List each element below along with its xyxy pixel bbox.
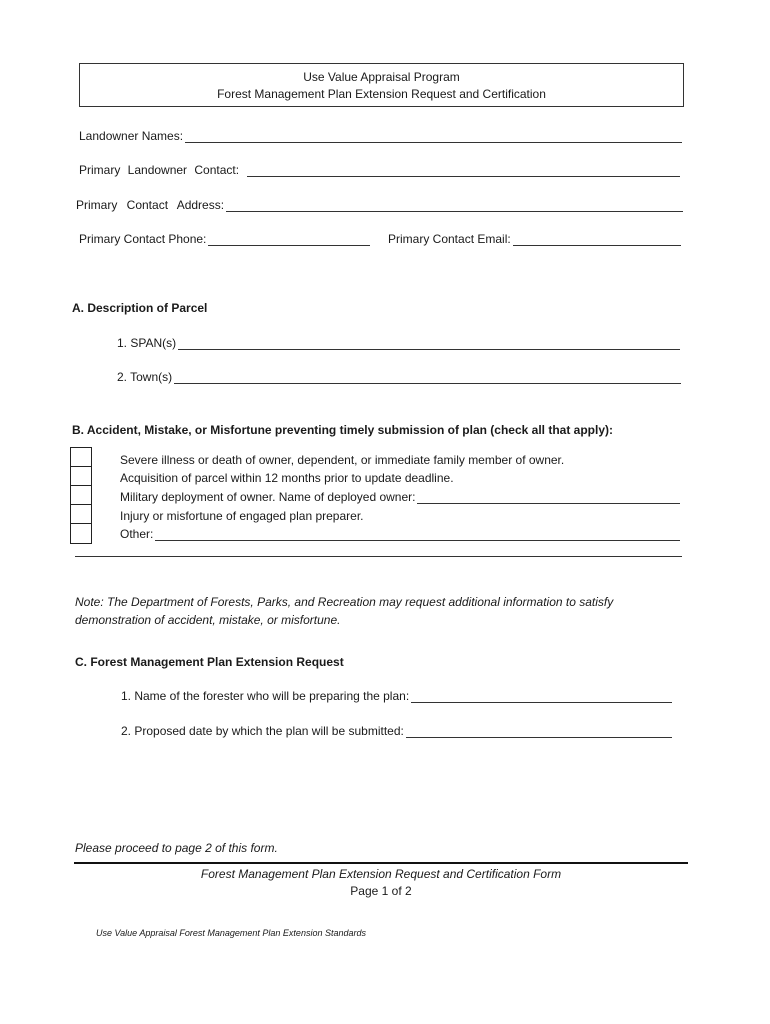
program-title: Use Value Appraisal Program (303, 70, 460, 84)
page-number: Page 1 of 2 (350, 884, 412, 898)
primary-contact-field[interactable] (79, 163, 680, 177)
proposed-date-label: 2. Proposed date by which the plan will be submitted: (121, 724, 404, 738)
address-label: Primary Contact Address: (76, 198, 225, 212)
town-label: 2. Town(s) (117, 370, 173, 384)
other-continuation-line[interactable] (75, 556, 682, 557)
option-military (120, 490, 680, 504)
checkbox-other[interactable] (70, 523, 92, 544)
option-illness (120, 453, 564, 467)
landowner-names-field[interactable] (79, 129, 682, 143)
checkbox-military[interactable] (70, 485, 92, 506)
phone-blank[interactable] (208, 234, 370, 246)
primary-contact-blank[interactable] (247, 165, 680, 177)
proposed-date-field[interactable] (121, 724, 672, 738)
option-injury (120, 509, 363, 523)
section-c-title: C. Forest Management Plan Extension Request (75, 655, 344, 669)
email-field[interactable] (388, 232, 681, 246)
phone-label: Primary Contact Phone: (79, 232, 207, 246)
option-illness-label: Severe illness or death of owner, dependent, or immediate family member of owner. (120, 453, 565, 467)
section-b-title: B. Accident, Mistake, or Misfortune preventing timely submission of plan (check all that apply): (72, 423, 613, 437)
form-header-box (79, 63, 684, 107)
span-label: 1. SPAN(s) (117, 336, 177, 350)
proposed-date-blank[interactable] (406, 726, 672, 738)
town-blank[interactable] (174, 372, 681, 384)
address-field[interactable] (76, 198, 683, 212)
forester-name-blank[interactable] (411, 691, 672, 703)
proceed-note: Please proceed to page 2 of this form. (75, 841, 278, 855)
other-blank[interactable] (155, 529, 680, 541)
phone-field[interactable] (79, 232, 370, 246)
span-field[interactable] (117, 336, 680, 350)
checkbox-illness[interactable] (70, 447, 92, 468)
footer-divider (74, 862, 688, 864)
option-injury-label: Injury or misfortune of engaged plan preparer. (120, 509, 364, 523)
town-field[interactable] (117, 370, 681, 384)
address-blank[interactable] (226, 200, 683, 212)
deployed-owner-blank[interactable] (417, 492, 680, 504)
standards-footer: Use Value Appraisal Forest Management Plan Extension Standards (96, 928, 366, 938)
footer-form-name: Forest Management Plan Extension Request and Certification Form (200, 867, 562, 881)
forester-name-field[interactable] (121, 689, 672, 703)
note-line-1: Note: The Department of Forests, Parks, and Recreation may request additional information to satisfy (75, 595, 614, 609)
option-other-label: Other: (120, 527, 154, 541)
option-military-label: Military deployment of owner. Name of deployed owner: (120, 490, 416, 504)
form-title: Forest Management Plan Extension Request and Certification (217, 87, 546, 101)
option-acquisition (120, 471, 454, 485)
landowner-names-label: Landowner Names: (79, 129, 184, 143)
note-line-2: demonstration of accident, mistake, or misfortune. (75, 613, 341, 627)
forester-name-label: 1. Name of the forester who will be preparing the plan: (121, 689, 410, 703)
option-acquisition-label: Acquisition of parcel within 12 months prior to update deadline. (120, 471, 454, 485)
checkbox-acquisition[interactable] (70, 466, 92, 487)
checkbox-injury[interactable] (70, 504, 92, 525)
primary-contact-label: Primary Landowner Contact: (79, 163, 240, 177)
email-label: Primary Contact Email: (388, 232, 511, 246)
option-other (120, 527, 680, 541)
span-blank[interactable] (178, 338, 680, 350)
landowner-names-blank[interactable] (185, 131, 682, 143)
section-a-title: A. Description of Parcel (72, 301, 208, 315)
email-blank[interactable] (513, 234, 681, 246)
